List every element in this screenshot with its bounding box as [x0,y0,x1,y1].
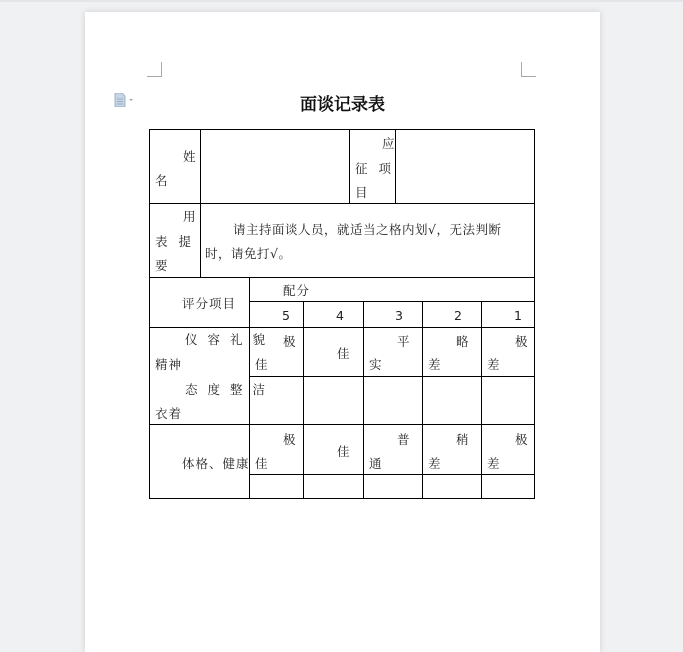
grade-fair-top[interactable]: 平 [397,334,411,349]
grade3-good[interactable]: 佳 [337,444,351,459]
hint-label-line3: 要 [155,258,169,273]
name-label-top: 姓 [183,149,197,164]
grade3-average-bottom[interactable]: 通 [369,456,383,471]
grade-excellent-top[interactable]: 极 [283,334,297,349]
hint-label-line2: 表 提 [155,234,192,249]
name-label-bottom: 名 [155,173,169,188]
grade3-excellent-top[interactable]: 极 [283,432,297,447]
name-field[interactable] [203,132,347,202]
score-4: 4 [336,308,345,323]
grade-fair-bottom[interactable]: 实 [369,357,383,372]
position-label-line1: 应 [382,136,396,151]
hint-label-line1: 用 [183,209,197,224]
position-label-line2: 征 项 [355,161,392,176]
grade-good[interactable]: 佳 [337,346,351,361]
score-2: 2 [454,308,463,323]
grade3-slightly-poor-top[interactable]: 稍 [456,432,470,447]
grade3-slightly-poor-bottom[interactable]: 差 [428,456,442,471]
score-5: 5 [282,308,291,323]
score-header: 配分 [283,283,311,298]
grade-slightly-poor-top[interactable]: 略 [456,334,470,349]
grade3-very-poor-bottom[interactable]: 差 [487,456,501,471]
score-3: 3 [395,308,404,323]
position-label-line3: 目 [355,185,369,200]
position-field[interactable] [398,132,532,202]
grade-very-poor-top[interactable]: 极 [515,334,529,349]
grade3-average-top[interactable]: 普 [397,432,411,447]
eval-header: 评分项目 [182,296,237,311]
row1-label-line1: 仪容礼貌 [185,332,276,347]
grade3-excellent-bottom[interactable]: 佳 [255,456,269,471]
hint-text-line2: 时，请免打√。 [205,246,292,261]
row2-label-line1: 态度整洁 [185,382,276,397]
grade3-very-poor-top[interactable]: 极 [515,432,529,447]
row1-label-line2: 精神 [155,357,183,372]
document-title: 面谈记录表 [300,95,385,115]
score-1: 1 [514,308,523,323]
row3-label: 体格、健康 [182,456,250,471]
document-page [85,12,600,652]
window-top-border [0,0,683,2]
hint-text-line1: 请主持面谈人员，就适当之格内划√，无法判断 [233,222,502,237]
grade-slightly-poor-bottom[interactable]: 差 [428,357,442,372]
grade-excellent-bottom[interactable]: 佳 [255,357,269,372]
grade-very-poor-bottom[interactable]: 差 [487,357,501,372]
row2-label-line2: 衣着 [155,406,183,421]
